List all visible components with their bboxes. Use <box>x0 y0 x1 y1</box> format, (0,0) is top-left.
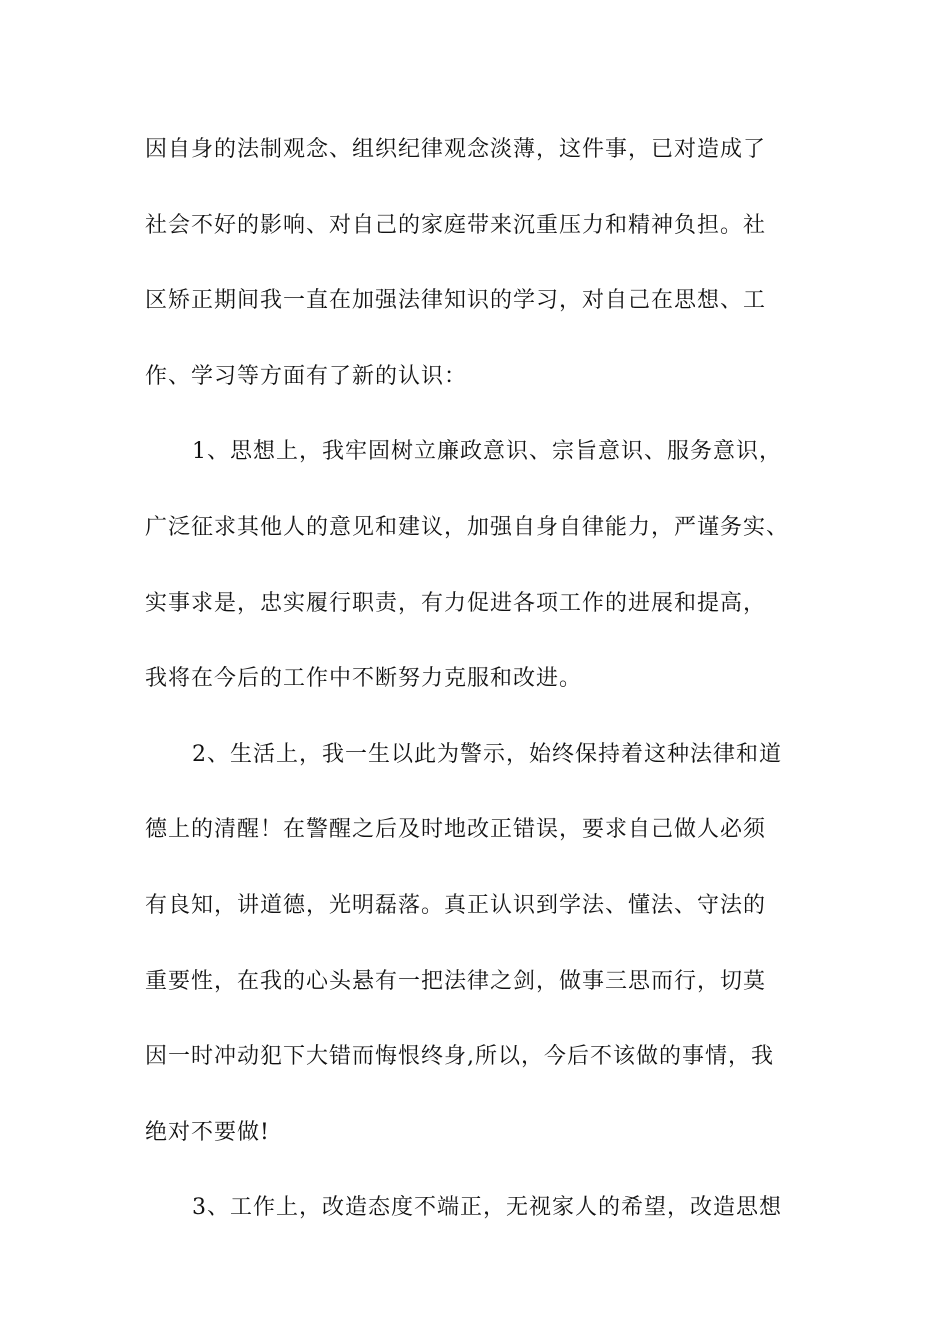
text-line: 区矫正期间我一直在加强法律知识的学习，对自己在思想、工 <box>145 288 767 314</box>
text-line: 作、学习等方面有了新的认识： <box>145 363 468 389</box>
text-line: 因自身的法制观念、组织纪律观念淡薄，这件事，已对造成了 <box>145 137 767 162</box>
text-line: 社会不好的影响、对自己的家庭带来沉重压力和精神负担。社 <box>145 212 767 238</box>
text-line: 有良知，讲道德，光明磊落。真正认识到学法、懂法、守法的 <box>145 892 767 918</box>
text-line: 我将在今后的工作中不断努力克服和改进。 <box>145 666 583 692</box>
document-body <box>145 130 835 1264</box>
text-line: 德上的清醒！在警醒之后及时地改正错误，要求自己做人必须 <box>145 817 767 843</box>
text-line: 重要性，在我的心头悬有一把法律之剑，做事三思而行，切莫 <box>145 968 767 994</box>
text-line: 实事求是，忠实履行职责，有力促进各项工作的进展和提高， <box>145 590 767 616</box>
text-line: 广泛征求其他人的意见和建议，加强自身自律能力，严谨务实、 <box>145 514 790 540</box>
paragraph-1-start: 1、思想上，我牢固树立廉政意识、宗旨意识、服务意识， <box>192 439 782 465</box>
text-line: 绝对不要做! <box>145 1119 270 1145</box>
paragraph-3-start: 3、工作上，改造态度不端正，无视家人的希望，改造思想 <box>192 1195 782 1221</box>
text-line: 因一时冲动犯下大错而悔恨终身,所以，今后不该做的事情，我 <box>145 1044 774 1070</box>
paragraph-2-start: 2、生活上，我一生以此为警示，始终保持着这种法律和道 <box>192 741 782 767</box>
